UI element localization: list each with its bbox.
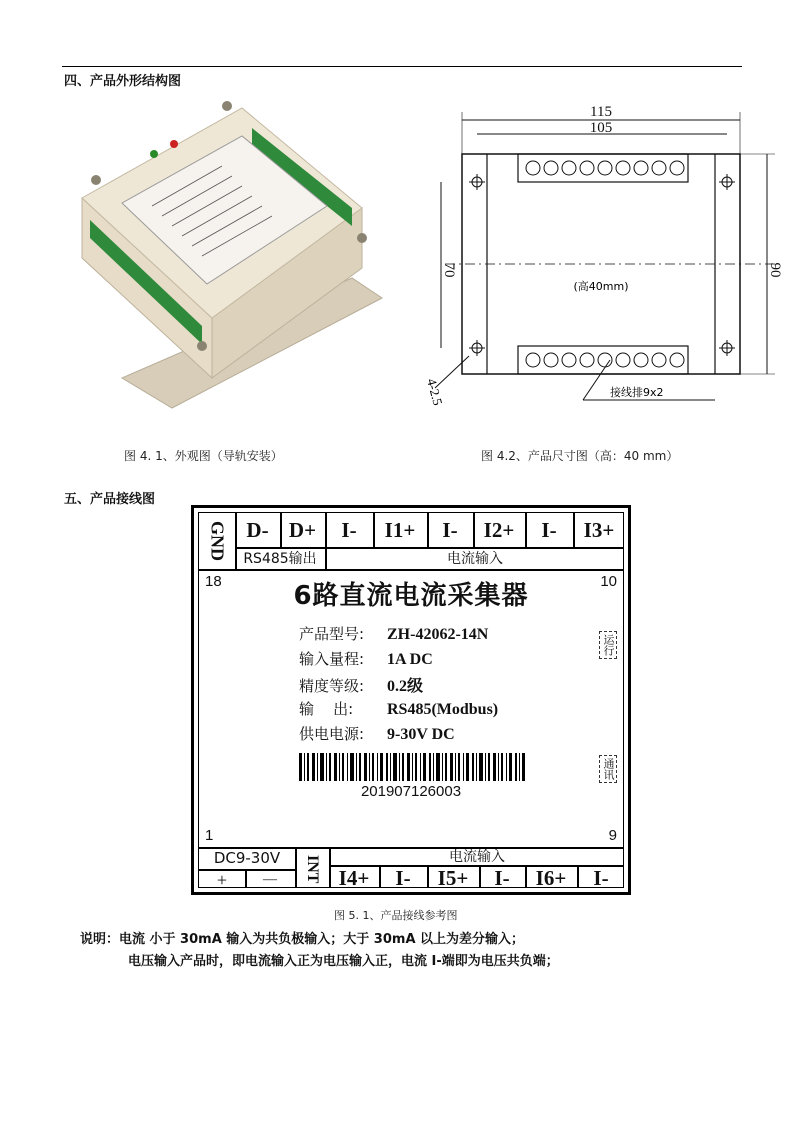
fig41-caption: 图 4. 1、外观图（导轨安装） (124, 449, 283, 463)
note-line-1: 说明：电流 小于 30mA 输入为共负极输入；大于 30mA 以上为差分输入； (80, 932, 525, 947)
gnd-terminal: GND (207, 521, 228, 561)
spec-power: 供电电源: 9-30V DC (299, 725, 455, 743)
height-label: (高40mm) (573, 280, 629, 293)
top-terminal-2: D+ (288, 517, 317, 542)
dimension-drawing (405, 98, 795, 418)
top-terminal-3: I- (341, 517, 357, 542)
bottom-terminal-1: I4+ (338, 865, 370, 890)
power-label: DC9-30V (213, 849, 281, 867)
wiring-diagram (191, 505, 631, 895)
spec-range: 输入量程: 1A DC (299, 650, 433, 668)
fig42-caption: 图 4.2、产品尺寸图（高：40 mm） (481, 449, 679, 463)
bottom-terminal-4: I- (494, 865, 510, 890)
dim-115: 115 (590, 104, 612, 120)
power-minus: — (263, 872, 277, 887)
bottom-terminal-3: I5+ (437, 865, 469, 890)
spec-output: 输 出: RS485(Modbus) (299, 700, 499, 718)
note-line-2: 电压输入产品时，即电流输入正为电压输入正，电流 I-端即为电压共负端； (128, 954, 559, 969)
top-terminal-7: I- (541, 517, 557, 542)
run-indicator-label: 运行 (599, 631, 617, 659)
top-terminal-1: D- (246, 517, 269, 542)
pin-18: 18 (205, 573, 222, 590)
top-terminal-5: I- (442, 517, 458, 542)
spec-accuracy: 精度等级: 0.2级 (299, 677, 424, 695)
terminal-label: 接线排9x2 (610, 386, 664, 399)
section-5-title: 五、产品接线图 (64, 492, 156, 507)
top-terminal-4: I1+ (384, 517, 416, 542)
int-terminal: INT (304, 854, 321, 884)
current-input-top-label: 电流输入 (447, 551, 503, 567)
comm-indicator-label: 通讯 (599, 755, 617, 783)
current-input-bottom-label: 电流输入 (449, 849, 505, 865)
barcode (299, 753, 529, 781)
top-terminal-6: I2+ (483, 517, 515, 542)
top-terminal-8: I3+ (583, 517, 615, 542)
pin-10: 10 (600, 573, 617, 590)
fig51-caption: 图 5. 1、产品接线参考图 (334, 909, 458, 922)
dim-90: 90 (767, 262, 783, 278)
pin-9: 9 (608, 827, 617, 844)
rs485-label: RS485输出 (243, 551, 317, 567)
section-4-title: 四、产品外形结构图 (64, 74, 182, 89)
bottom-terminal-2: I- (395, 865, 411, 890)
header-rule (62, 66, 742, 67)
power-plus: + (216, 869, 228, 890)
product-title: 6路直流电流采集器 (293, 581, 529, 611)
hole-label: 4-2.5 (424, 376, 446, 407)
spec-model: 产品型号: ZH-42062-14N (299, 625, 489, 643)
pin-1: 1 (205, 827, 214, 844)
serial-number: 201907126003 (360, 783, 462, 800)
dim-70: 70 (441, 262, 457, 278)
bottom-terminal-6: I- (593, 865, 609, 890)
bottom-terminal-5: I6+ (535, 865, 567, 890)
dim-105: 105 (589, 120, 613, 136)
product-photo (62, 88, 402, 418)
